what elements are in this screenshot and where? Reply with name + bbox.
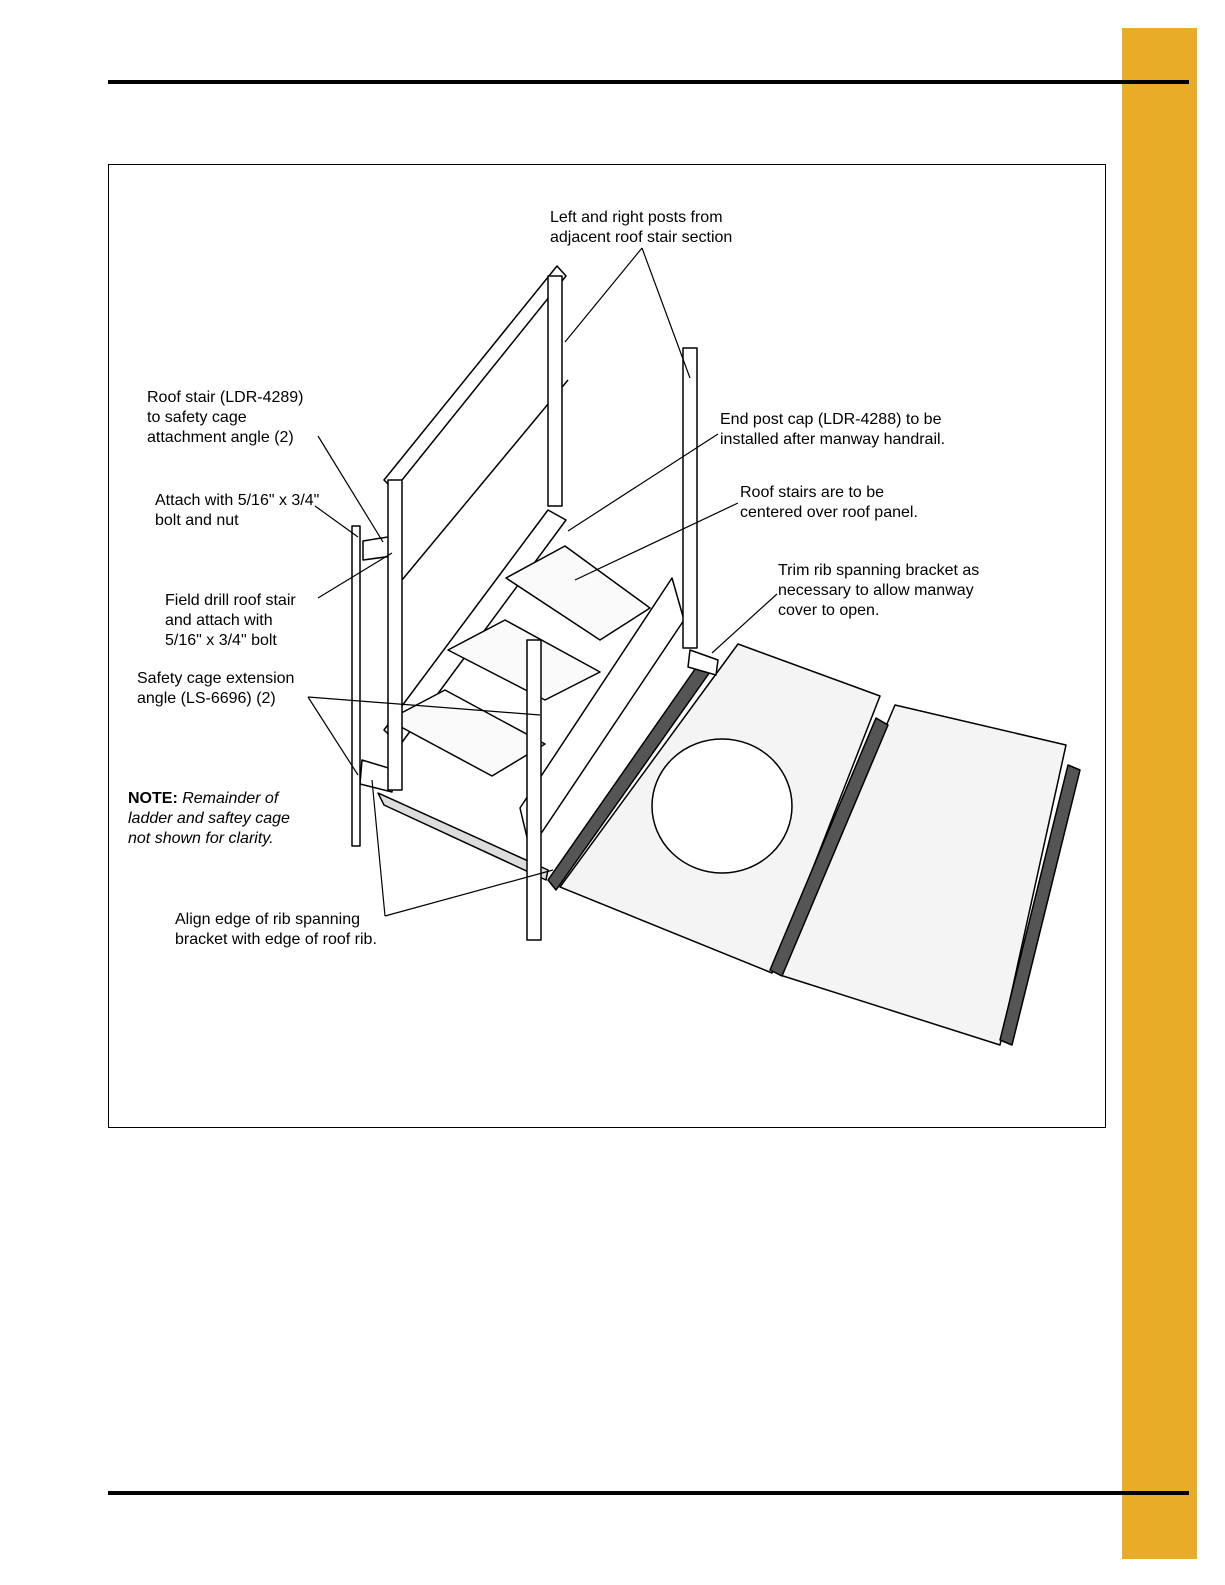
callout-field-drill: Field drill roof stair and attach with 5/16" x 3/4" bolt [165,592,296,649]
leader-roof-stair-angle [318,436,383,542]
rib-bracket-right [688,650,718,675]
callout-extension-angle: Safety cage extension angle (LS-6696) (2) [137,670,295,707]
leader-posts-2 [642,248,690,378]
post-right [683,348,697,648]
safety-cage-extension-angle [352,526,360,846]
note-text [128,789,290,849]
note-line-2: ladder and saftey cage [128,810,290,827]
callout-attach-bolt: Attach with 5/16" x 3/4" bolt and nut [155,492,320,529]
leader-attach-bolt [315,506,358,537]
callout-end-post-cap: End post cap (LDR-4288) to be installed after manway handrail. [720,411,946,448]
note-label: NOTE: [128,790,178,807]
callout-trim-bracket: Trim rib spanning bracket as necessary to allow manway cover to open. [778,562,980,619]
callout-centered: Roof stairs are to be centered over roof panel. [740,484,918,521]
note-line-1: Remainder of [177,790,279,807]
handrail-top [384,266,566,490]
callout-roof-stair-angle: Roof stair (LDR-4289) to safety cage attachment angle (2) [147,389,304,446]
manway-cover [652,739,792,873]
post-back [548,276,562,506]
note-line-3: not shown for clarity. [128,830,274,847]
post-front [527,640,541,940]
leader-posts-1 [565,248,642,342]
leader-centered [575,503,738,580]
leader-trim-bracket [712,594,777,653]
callout-align-edge: Align edge of rib spanning bracket with edge of roof rib. [175,911,377,948]
post-left [388,480,402,790]
callout-posts: Left and right posts from adjacent roof stair section [550,209,733,246]
leader-extension-1 [308,697,358,775]
